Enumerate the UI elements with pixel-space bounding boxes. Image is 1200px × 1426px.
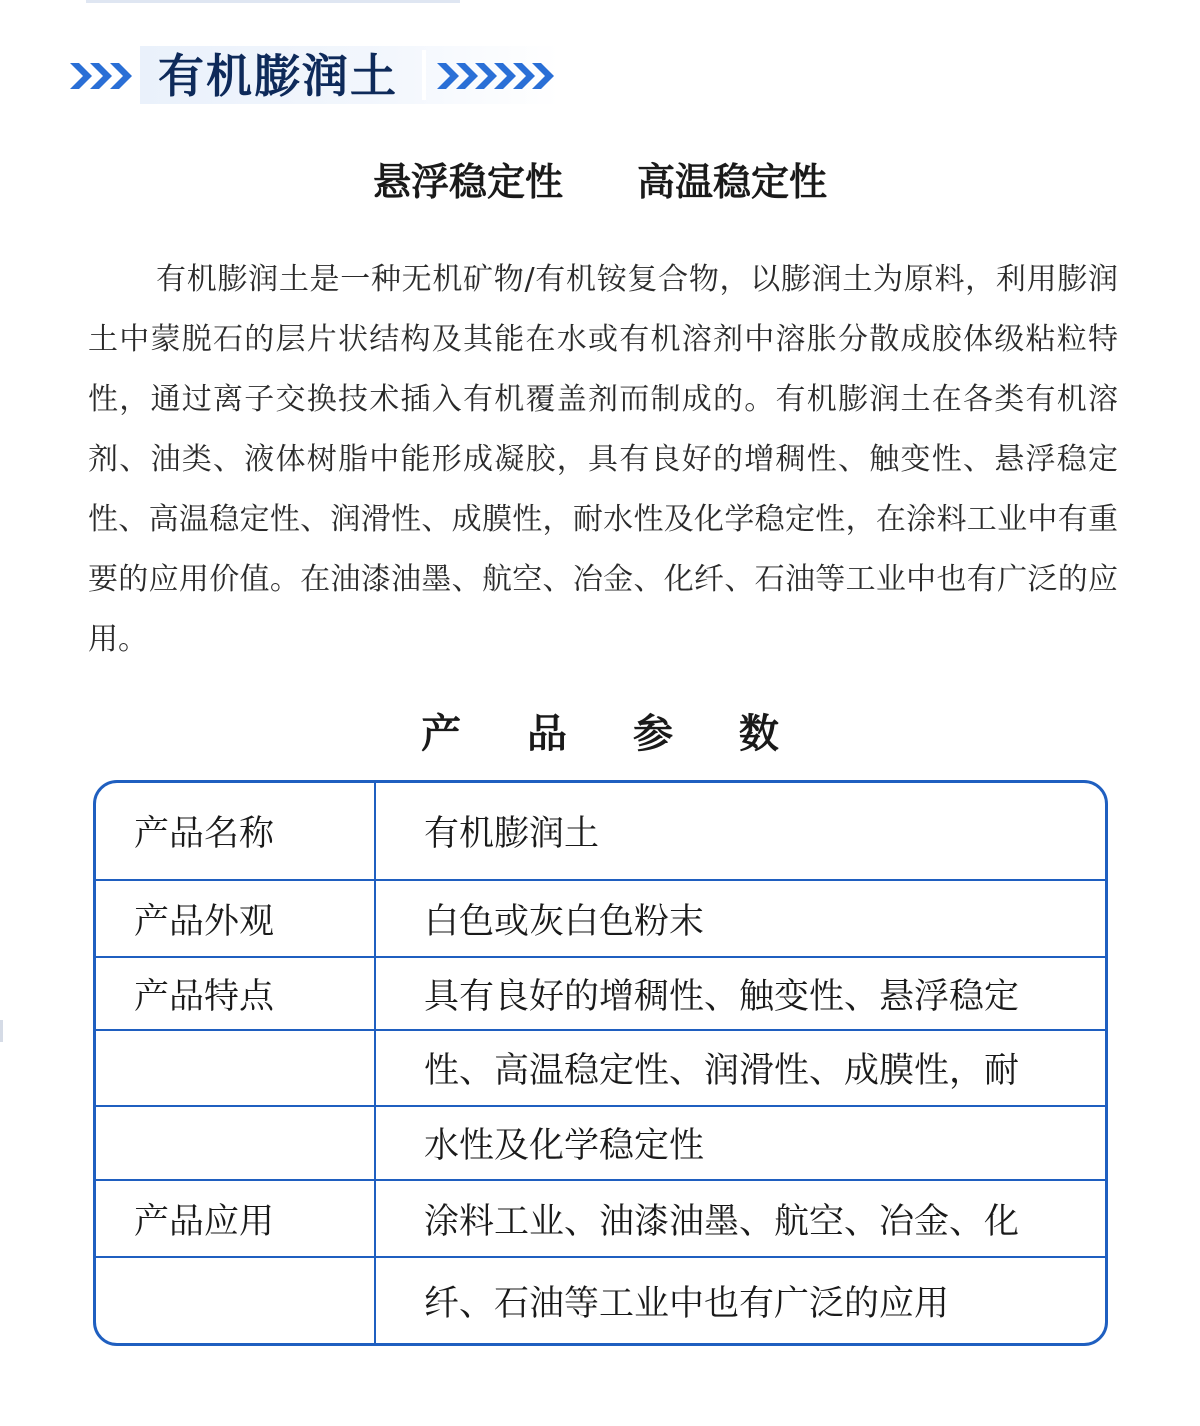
param-label: 产品外观 xyxy=(96,880,375,957)
param-value: 纤、石油等工业中也有广泛的应用 xyxy=(375,1257,1105,1343)
feature-suspension: 悬浮稳定性 xyxy=(372,160,563,204)
table-row xyxy=(96,1030,1105,1106)
table-row xyxy=(96,880,1105,957)
table-row xyxy=(96,1106,1105,1180)
multi-chevron-right-icon xyxy=(437,63,555,89)
table-row xyxy=(96,1257,1105,1343)
param-label xyxy=(96,1106,375,1180)
table-row xyxy=(96,957,1105,1030)
param-label xyxy=(96,1257,375,1343)
section-title: 有机膨润土 xyxy=(158,49,398,103)
params-table xyxy=(96,783,1105,1343)
param-label: 产品名称 xyxy=(96,783,375,880)
param-value: 性、高温稳定性、润滑性、成膜性，耐 xyxy=(375,1030,1105,1106)
edge-mark xyxy=(0,1020,3,1042)
param-label xyxy=(96,1030,375,1106)
feature-high-temp: 高温稳定性 xyxy=(637,160,828,204)
param-label: 产品特点 xyxy=(96,957,375,1030)
top-divider xyxy=(86,0,460,3)
feature-headline xyxy=(0,156,1200,208)
title-divider xyxy=(422,50,426,100)
double-chevron-left-icon xyxy=(70,63,134,89)
section-header xyxy=(70,46,560,106)
table-row xyxy=(96,783,1105,880)
param-value: 有机膨润土 xyxy=(375,783,1105,880)
params-title: 产 品 参 数 xyxy=(421,711,805,757)
table-row xyxy=(96,1180,1105,1257)
param-label: 产品应用 xyxy=(96,1180,375,1257)
param-value: 白色或灰白色粉末 xyxy=(375,880,1105,957)
param-value: 具有良好的增稠性、触变性、悬浮稳定 xyxy=(375,957,1105,1030)
param-value: 涂料工业、油漆油墨、航空、冶金、化 xyxy=(375,1180,1105,1257)
params-table-frame xyxy=(93,780,1108,1346)
param-value: 水性及化学稳定性 xyxy=(375,1106,1105,1180)
product-description: 有机膨润土是一种无机矿物/有机铵复合物，以膨润土为原料，利用膨润土中蒙脱石的层片状结构及其能在水或有机溶剂中溶胀分散成胶体级粘粒特性，通过离子交换技术插入有机覆盖剂而制成的。有机膨润土在各类有机溶剂、油类、液体树脂中能形成凝胶，具有良好的增稠性、触变性、悬浮稳定性、高温稳定性、润滑性、成膜性，耐水性及化学稳定性，在涂料工业中有重要的应用价值。在油漆油墨、航空、冶金、化纤、石油等工业中也有广泛的应用。 xyxy=(88,262,1118,657)
